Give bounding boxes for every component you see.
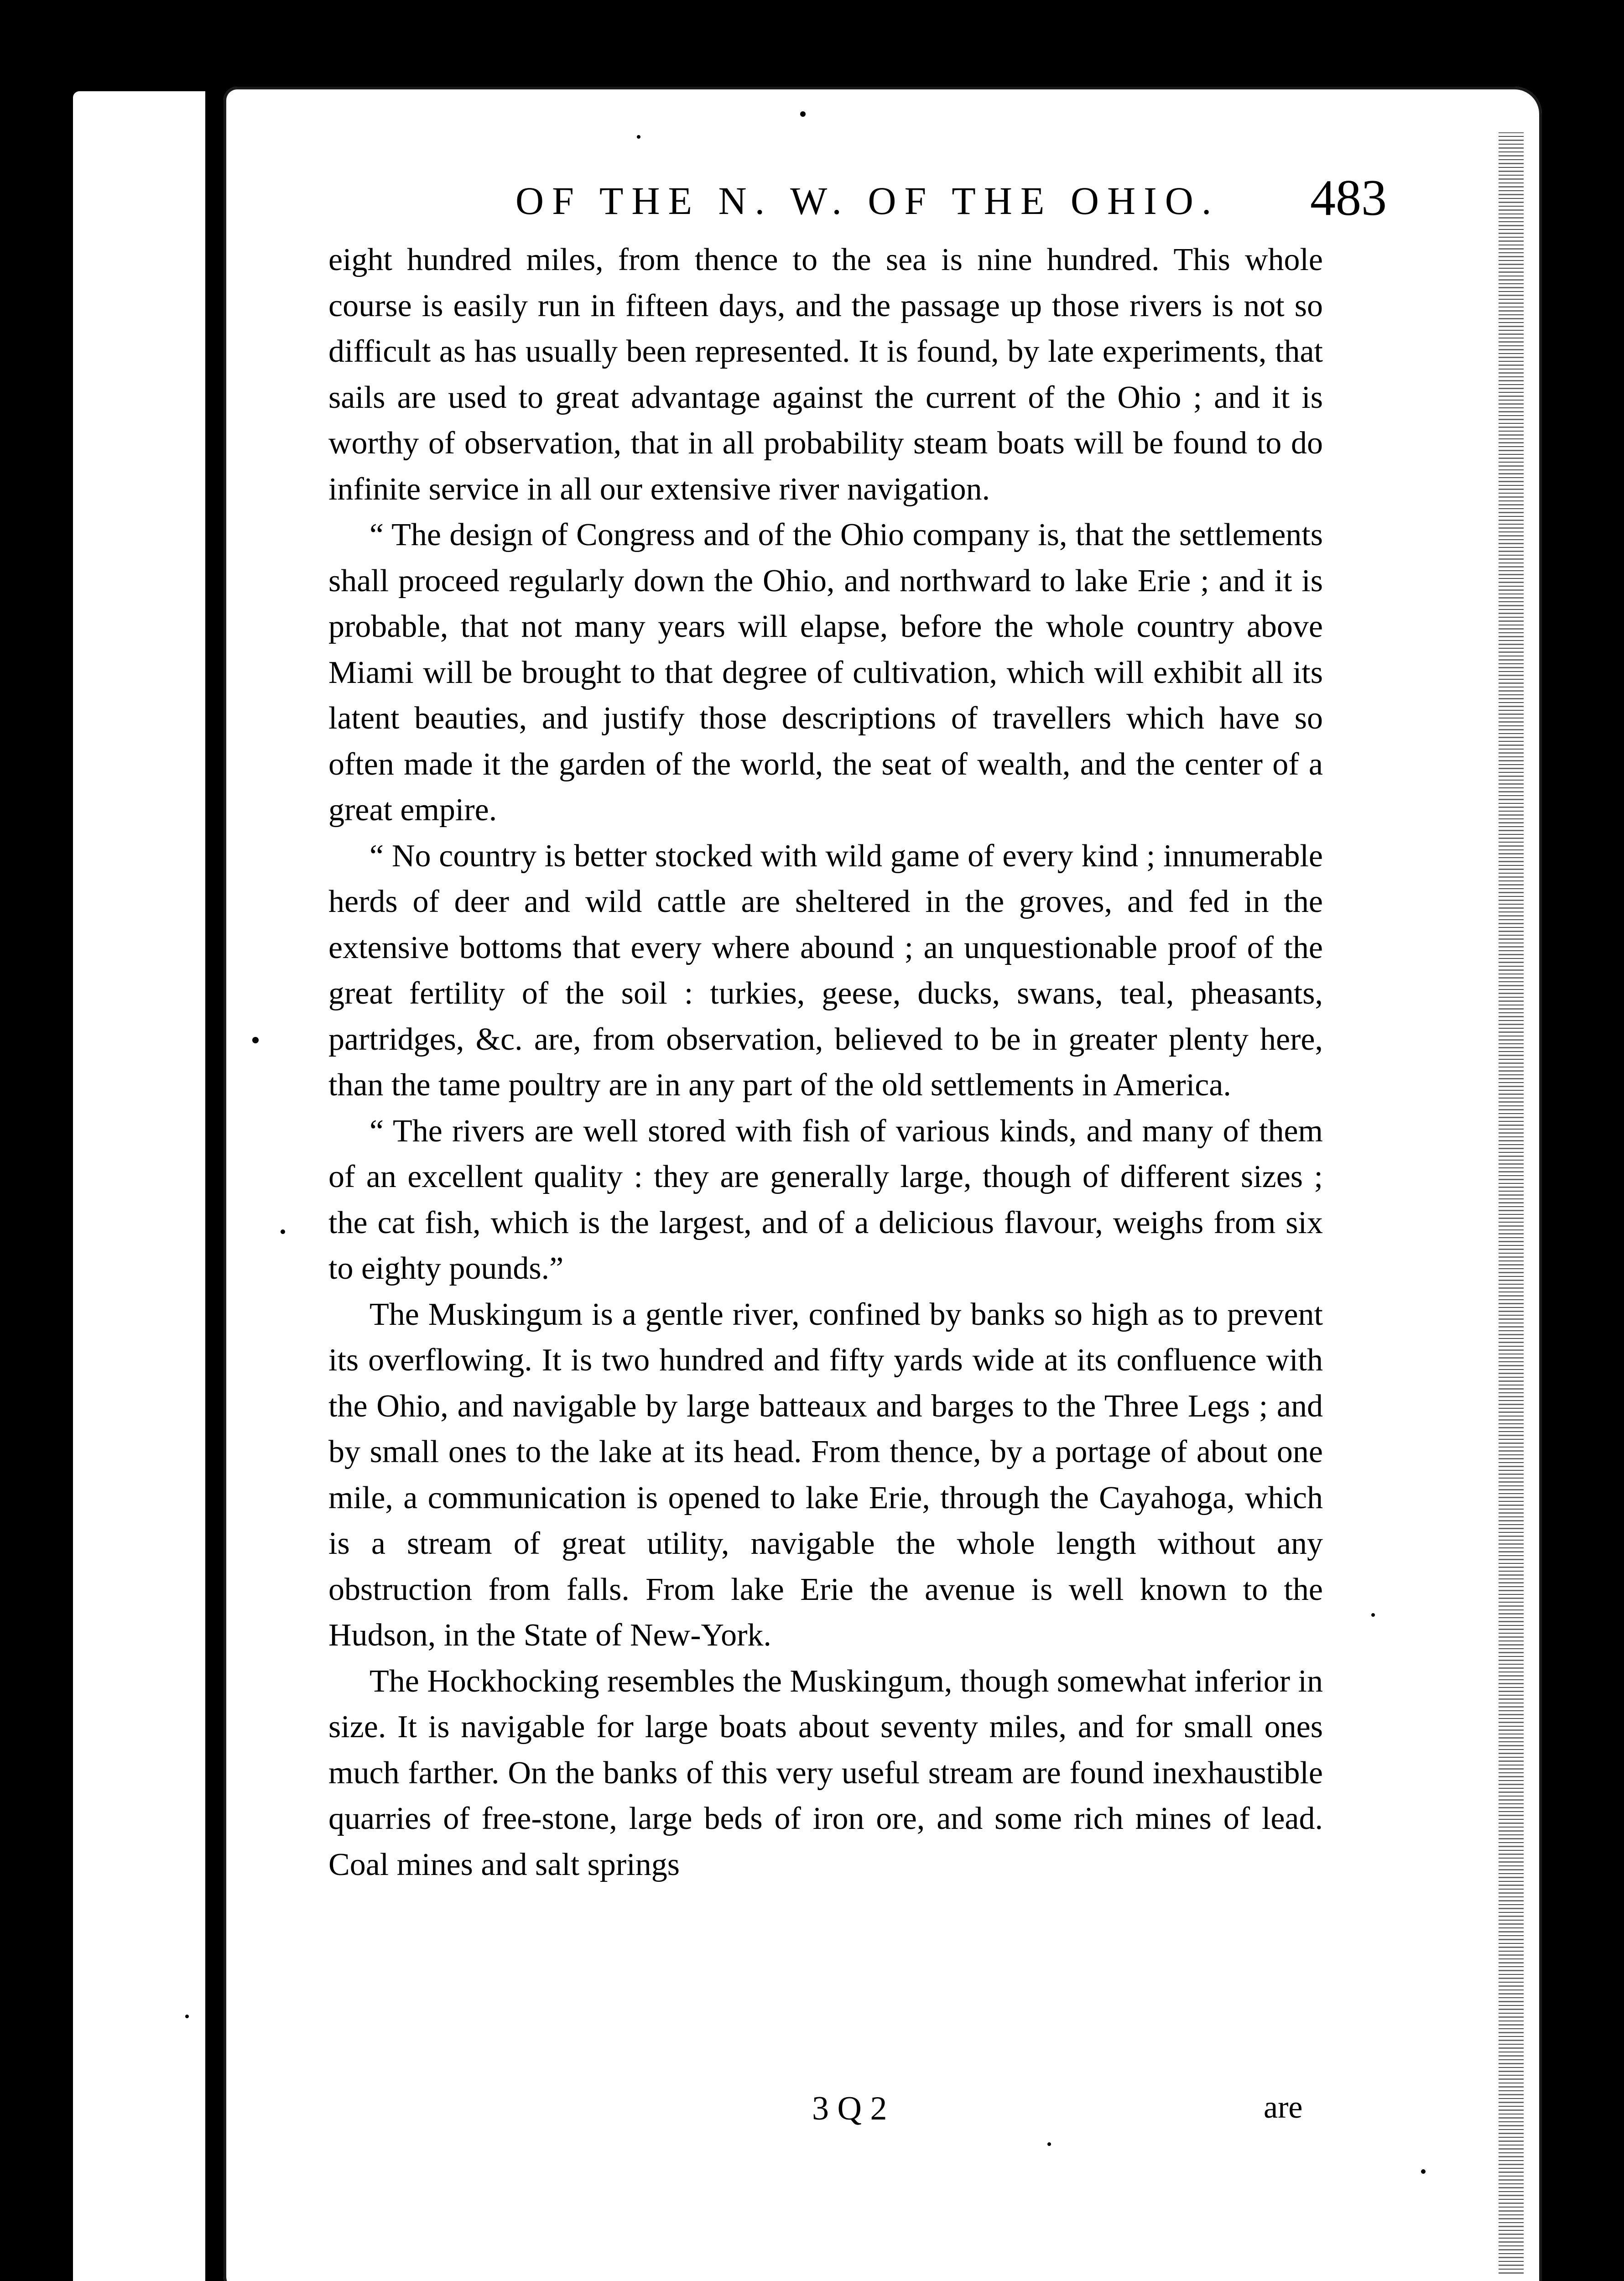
paragraph: The Muskingum is a gentle river, confined by banks so high as to prevent its overflowing. It is two hundred and fifty yards wide at its confluence with the Ohio, and navigable by large batteaux and barges to the Three Legs ; and by small ones to the lake at its head. From thence, by a portage of about one mile, a communication is opened to lake Erie, through the Cayahoga, which is a stream of great utility, navigable the whole length without any obstruction from falls. From lake Erie the avenue is well known to the Hudson, in the State of New-York. [328,1297,1323,1653]
catchword: are [1264,2090,1303,2125]
paragraph: “ No country is better stocked with wild game of every kind ; innumerable herds of deer and wild cattle are sheltered in the groves, and fed in the extensive bottoms that every where abound ; an unquestionable proof of the great fertility of the soil : turkies, geese, ducks, swans, teal, pheasants, partridges, &c. are, from observation, believed to be in greater plenty here, than the tame poultry are in any part of the old settlements in America. [328,838,1323,1103]
facing-page-strip [73,91,205,2281]
paragraph: eight hundred miles, from thence to the sea is nine hundred. This whole course is easily run in fifteen days, and the passage up those rivers is not so difficult as has usually been represented. It is found, by late experiments, that sails are used to great advantage against the current of the Ohio ; and it is worthy of observation, that in all probability steam boats will be found to do infinite service in all our extensive river navigation. [328,242,1323,507]
page-number: 483 [1310,170,1387,226]
page-edge [1499,132,1524,2276]
paragraph: “ The design of Congress and of the Ohio company is, that the settlements shall proceed regularly down the Ohio, and northward to lake Erie ; and it is probable, that not many years will elapse, before the whole country above Miami will be brought to that degree of cultivation, which will exhibit all its latent beauties, and justify those descriptions of travellers which have so often made it the garden of the world, the seat of wealth, and the center of a great empire. [328,517,1323,828]
running-title: OF THE N. W. OF THE OHIO. [515,179,1220,223]
body-text [328,237,1323,1888]
paragraph: The Hockhocking resembles the Muskingum, though somewhat inferior in size. It is navigable for large boats about seventy miles, and for small ones much farther. On the banks of this very useful stream are found inexhaustible quarries of free-stone, large beds of iron ore, and some rich mines of lead. Coal mines and salt springs [328,1663,1323,1882]
paragraph: “ The rivers are well stored with fish of various kinds, and many of them of an excellent quality : they are generally large, though of different sizes ; the cat fish, which is the largest, and of a delicious flavour, weighs from six to eighty pounds.” [328,1113,1323,1286]
running-head [292,169,1387,233]
signature-mark: 3 Q 2 [812,2090,887,2127]
